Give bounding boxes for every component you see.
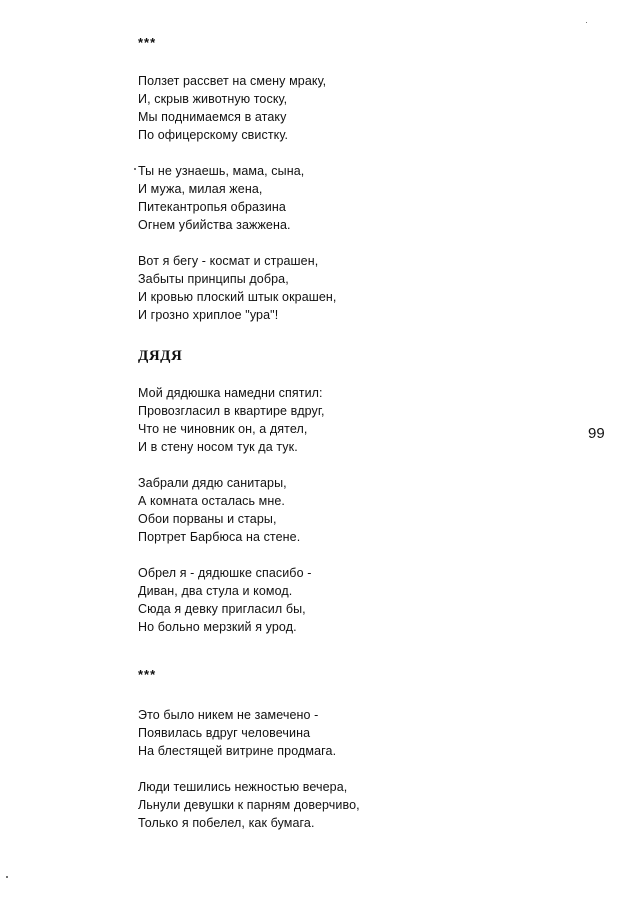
poem-line: И грозно хриплое "ура"! [138,308,279,322]
poem-line: Только я побелел, как бумага. [138,816,315,830]
poem-line: На блестящей витрине продмага. [138,744,337,758]
poem-2-stanza-1 [138,384,558,456]
section-marker: *** [138,35,157,50]
poem-3-stanza-1 [138,706,558,760]
poem-line: Появилась вдруг человечина [138,726,311,740]
poem-3-stanza-2 [138,778,558,832]
scan-speck [134,168,136,170]
poem-line: Обои порваны и стары, [138,512,277,526]
poem-line: Ты не узнаешь, мама, сына, [138,164,305,178]
poem-line: Но больно мерзкий я урод. [138,620,297,634]
poem-line: И кровью плоский штык окрашен, [138,290,337,304]
poem-line: А комната осталась мне. [138,494,285,508]
poem-line: По офицерскому свистку. [138,128,289,142]
poem-line: Обрел я - дядюшке спасибо - [138,566,312,580]
poem-line: Это было никем не замечено - [138,708,319,722]
poem-2-stanza-2 [138,474,558,546]
poem-line: Льнули девушки к парням доверчиво, [138,798,360,812]
poem-1-stanza-2 [138,162,558,234]
poem-line: Мы поднимаемся в атаку [138,110,287,124]
poem-line: Диван, два стула и комод. [138,584,293,598]
poem-2 [138,347,558,365]
poem-line: Забыты принципы добра, [138,272,289,286]
poem-line: И мужа, милая жена, [138,182,263,196]
poem-line: Огнем убийства зажжена. [138,218,291,232]
poem-1 [138,36,558,50]
poem-line: Провозгласил в квартире вдруг, [138,404,325,418]
poem-title: ДЯДЯ [138,348,183,364]
poem-1-stanza-1 [138,72,558,144]
section-marker: *** [138,667,157,682]
poem-line: Ползет рассвет на смену мраку, [138,74,327,88]
poem-line: Люди тешились нежностью вечера, [138,780,348,794]
scan-speck [586,22,587,23]
poem-line: Вот я бегу - космат и страшен, [138,254,319,268]
poem-line: И в стену носом тук да тук. [138,440,298,454]
poem-line: Мой дядюшка намедни спятил: [138,386,323,400]
poem-3 [138,668,558,682]
poem-line: Что не чиновник он, а дятел, [138,422,308,436]
poem-line: И, скрыв животную тоску, [138,92,288,106]
poem-2-stanza-3 [138,564,558,636]
poem-line: Сюда я девку пригласил бы, [138,602,306,616]
scan-speck [6,876,8,878]
poem-1-stanza-3 [138,252,558,324]
page-number: 99 [588,425,605,442]
poem-line: Питекантропья образина [138,200,286,214]
poem-line: Портрет Барбюса на стене. [138,530,301,544]
poem-line: Забрали дядю санитары, [138,476,287,490]
